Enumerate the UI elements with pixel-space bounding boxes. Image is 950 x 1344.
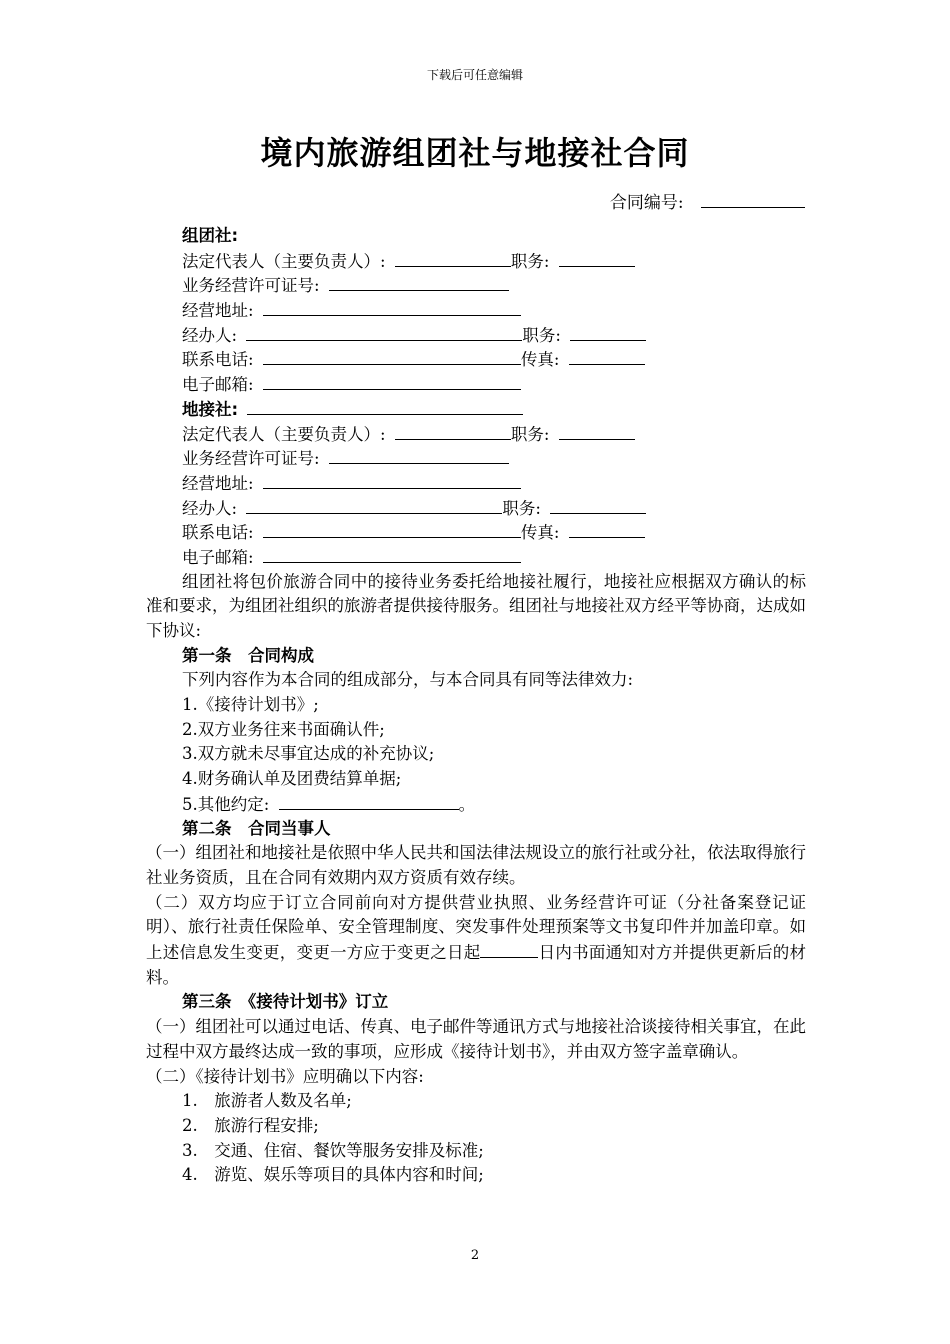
field-label: 联系电话: <box>182 523 254 543</box>
position-blank[interactable] <box>559 249 635 267</box>
fax-blank[interactable] <box>569 520 645 538</box>
article1-item-2: 2.双方业务往来书面确认件; <box>182 719 385 739</box>
email-blank[interactable] <box>263 545 521 563</box>
field-label: 经办人: <box>182 325 238 345</box>
field-label: 传真: <box>520 350 560 370</box>
license-blank[interactable] <box>329 446 509 464</box>
organizer-legal-rep-row <box>146 249 806 274</box>
local-phone-row <box>146 520 806 545</box>
article3-paragraph-2: （二）《接待计划书》应明确以下内容: <box>146 1066 424 1086</box>
field-label: 职务: <box>522 325 561 345</box>
local-license-row <box>146 446 806 471</box>
field-label: 联系电话: <box>182 350 254 370</box>
article1-item-3: 3.双方就未尽事宜达成的补充协议; <box>182 744 435 764</box>
field-label: 职务: <box>502 498 541 518</box>
article3-paragraph-1: （一）组团社可以通过电话、传真、电子邮件等通讯方式与地接社洽谈接待相关事宜，在此过程中双方最终达成一致的事项，应形成《接待计划书》，并由双方签字盖章确认。 <box>146 1017 806 1061</box>
phone-blank[interactable] <box>263 347 521 365</box>
local-email-row <box>146 545 806 570</box>
document-title: 境内旅游组团社与地接社合同 <box>260 134 690 172</box>
organizer-heading: 组团社: <box>182 226 239 245</box>
legal-rep-blank[interactable] <box>395 422 511 440</box>
article2-p2-part2: 日内书面通知对方并提供更新后的材料。 <box>146 943 807 987</box>
field-label: 业务经营许可证号: <box>182 276 320 296</box>
legal-rep-blank[interactable] <box>395 249 511 267</box>
local-heading-row <box>146 397 806 422</box>
fax-blank[interactable] <box>569 347 645 365</box>
article3-item-1: 1. 旅游者人数及名单; <box>182 1091 352 1111</box>
local-name-blank[interactable] <box>247 397 523 415</box>
intro-paragraph: 组团社将包价旅游合同中的接待业务委托给地接社履行，地接社应根据双方确认的标准和要求，为组团社组织的旅游者提供接待服务。组团社与地接社双方经平等协商，达成如下协议: <box>146 571 806 641</box>
phone-blank[interactable] <box>263 520 521 538</box>
other-terms-blank[interactable] <box>279 792 459 810</box>
email-blank[interactable] <box>263 372 521 390</box>
field-label: 经营地址: <box>182 473 254 493</box>
local-heading: 地接社: <box>182 399 239 419</box>
article3-item-3: 3. 交通、住宿、餐饮等服务安排及标准; <box>182 1140 484 1160</box>
article1-heading: 第一条 合同构成 <box>182 645 314 665</box>
license-blank[interactable] <box>329 273 509 291</box>
handler-position-blank[interactable] <box>570 323 646 341</box>
article1-lead: 下列内容作为本合同的组成部分，与本合同具有同等法律效力: <box>182 670 634 690</box>
article2-paragraph-2 <box>146 891 806 991</box>
article3-item-4: 4. 游览、娱乐等项目的具体内容和时间; <box>182 1165 484 1185</box>
local-handler-row <box>146 496 806 521</box>
article3-heading: 第三条 《接待计划书》订立 <box>182 992 389 1012</box>
contract-number-label: 合同编号: <box>609 193 684 213</box>
organizer-license-row <box>146 273 806 298</box>
organizer-handler-row <box>146 323 806 348</box>
page-header: 下载后可任意编辑 <box>426 68 523 82</box>
field-label: 经营地址: <box>182 301 254 321</box>
field-label: 职务: <box>510 424 550 444</box>
document-body <box>146 224 806 1188</box>
address-blank[interactable] <box>263 298 521 316</box>
local-address-row <box>146 471 806 496</box>
field-label: 业务经营许可证号: <box>182 449 320 469</box>
field-label: 电子邮箱: <box>182 547 254 567</box>
page-number: 2 <box>470 1248 480 1263</box>
article3-item-2: 2. 旅游行程安排; <box>182 1115 319 1135</box>
article2-heading: 第二条 合同当事人 <box>182 818 331 838</box>
field-label: 传真: <box>520 523 560 543</box>
local-legal-rep-row <box>146 422 806 447</box>
handler-position-blank[interactable] <box>550 496 646 514</box>
contract-number-blank[interactable] <box>701 190 805 208</box>
field-label: 法定代表人（主要负责人）: <box>182 424 386 444</box>
item5-suffix: 。 <box>458 794 476 814</box>
organizer-phone-row <box>146 347 806 372</box>
article1-item-1: 1.《接待计划书》; <box>182 695 319 715</box>
article1-item-4: 4.财务确认单及团费结算单据; <box>182 769 402 789</box>
contract-number <box>0 188 805 213</box>
organizer-address-row <box>146 298 806 323</box>
article2-p2-part1: （二）双方均应于订立合同前向对方提供营业执照、业务经营许可证（分社备案登记证明）、旅行社责任保险单、安全管理制度、突发事件处理预案等文书复印件并加盖印章。如上述信息发生变更，变更一方应于变更之日起 <box>146 892 806 963</box>
position-blank[interactable] <box>559 422 635 440</box>
handler-blank[interactable] <box>246 323 522 341</box>
address-blank[interactable] <box>263 471 521 489</box>
article2-paragraph-1: （一）组团社和地接社是依照中华人民共和国法律法规设立的旅行社或分社，依法取得旅行社业务资质，且在合同有效期内双方资质有效存续。 <box>146 843 806 887</box>
field-label: 电子邮箱: <box>182 375 254 395</box>
organizer-email-row <box>146 372 806 397</box>
field-label: 职务: <box>510 251 550 271</box>
field-label: 经办人: <box>182 498 238 518</box>
field-label: 法定代表人（主要负责人）: <box>182 251 386 271</box>
handler-blank[interactable] <box>246 496 502 514</box>
article1-item-5 <box>146 792 806 817</box>
days-blank[interactable] <box>480 940 538 958</box>
item5-prefix: 5.其他约定: <box>182 794 270 814</box>
